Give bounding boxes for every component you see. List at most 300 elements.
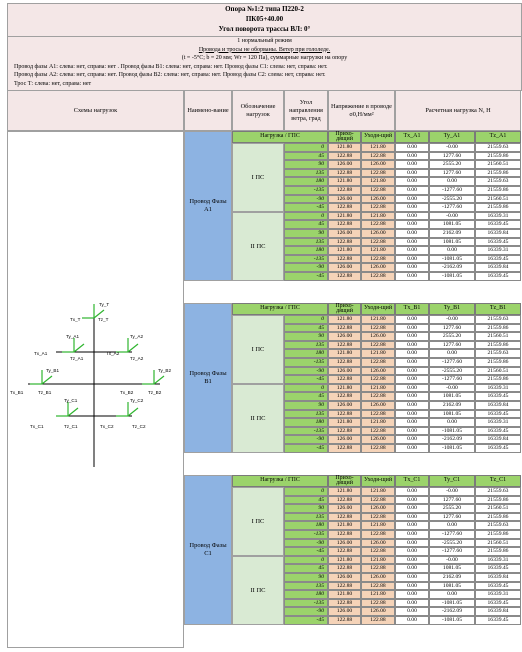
cell-in: 126.00 — [328, 229, 361, 238]
picket-label: ПК05+40.00 — [245, 15, 284, 23]
cell-in: 122.88 — [328, 547, 361, 556]
cell-tx: 0.00 — [395, 367, 429, 376]
label-tx-c1: Tx_C1 — [30, 424, 44, 429]
cell-ty: 1081.05 — [429, 220, 475, 229]
cell-tx: 0.00 — [395, 238, 429, 247]
cell-tx: 0.00 — [395, 220, 429, 229]
cell-out: 121.80 — [361, 246, 395, 255]
cell-tx: 0.00 — [395, 616, 429, 625]
cell-angle: 135 — [284, 513, 328, 522]
cell-ty: 0.00 — [429, 590, 475, 599]
cell-in: 121.80 — [328, 143, 361, 152]
cell-tz: 21559.86 — [475, 547, 521, 556]
table-row — [284, 263, 521, 272]
subheader-out: Уходя-щий — [361, 131, 395, 143]
cell-out: 121.80 — [361, 590, 395, 599]
table-row — [284, 367, 521, 376]
cell-tz: 16339.31 — [475, 418, 521, 427]
cell-tx: 0.00 — [395, 152, 429, 161]
label-ty-c2: Ty_C2 — [130, 398, 144, 403]
cell-ty: 1277.60 — [429, 341, 475, 350]
cell-tx: 0.00 — [395, 427, 429, 436]
phase-name-cell: Провод Фазы B1 — [184, 303, 232, 453]
cell-angle: -45 — [284, 203, 328, 212]
table-row — [284, 401, 521, 410]
cell-ty: -1277.60 — [429, 375, 475, 384]
phase-subheader — [232, 131, 521, 143]
cell-out: 121.80 — [361, 315, 395, 324]
table-row — [284, 152, 521, 161]
label-ty-a2: Ty_A2 — [130, 334, 144, 339]
label-tz-t: Tz_T — [98, 317, 109, 322]
cell-tz: 16339.84 — [475, 401, 521, 410]
cell-out: 122.88 — [361, 392, 395, 401]
cell-in: 122.88 — [328, 496, 361, 505]
cell-tz: 21559.86 — [475, 513, 521, 522]
ps-group-label: II ПС — [232, 212, 284, 281]
label-tz-c1: Tz_C1 — [64, 424, 78, 429]
cell-tz: 21559.86 — [475, 358, 521, 367]
table-row — [284, 521, 521, 530]
cell-ty: 2555.20 — [429, 160, 475, 169]
cell-out: 121.80 — [361, 487, 395, 496]
cell-tz: 21560.51 — [475, 367, 521, 376]
cell-tx: 0.00 — [395, 564, 429, 573]
cell-tx: 0.00 — [395, 195, 429, 204]
phase-subheader — [232, 475, 521, 487]
cell-out: 122.88 — [361, 410, 395, 419]
cell-ty: -1081.05 — [429, 427, 475, 436]
support-title: Опора №1:2 типа П220-2 — [225, 5, 304, 13]
cell-tx: 0.00 — [395, 160, 429, 169]
ps-group-label: II ПС — [232, 556, 284, 625]
cell-tz: 21560.51 — [475, 504, 521, 513]
table-row — [284, 160, 521, 169]
cell-in: 122.88 — [328, 392, 361, 401]
cell-in: 122.88 — [328, 616, 361, 625]
table-row — [284, 539, 521, 548]
table-row — [284, 195, 521, 204]
cell-ty: 2555.20 — [429, 332, 475, 341]
col-angle: Угол направления ветра, град — [284, 90, 328, 131]
cell-angle: 90 — [284, 229, 328, 238]
cell-tz: 16339.45 — [475, 272, 521, 281]
cell-ty: -2555.20 — [429, 195, 475, 204]
subheader-out: Уходя-щий — [361, 303, 395, 315]
cell-tx: 0.00 — [395, 401, 429, 410]
subheader-ty: Ty_C1 — [429, 475, 475, 487]
cell-ty: 0.00 — [429, 418, 475, 427]
mode-title: 1 нормальный режим — [237, 38, 292, 44]
cell-tx: 0.00 — [395, 332, 429, 341]
cell-tz: 21559.86 — [475, 375, 521, 384]
cell-in: 122.88 — [328, 152, 361, 161]
cell-out: 122.88 — [361, 599, 395, 608]
cell-tz: 21559.86 — [475, 186, 521, 195]
cell-in: 122.88 — [328, 375, 361, 384]
cell-ty: -1277.60 — [429, 358, 475, 367]
cell-in: 122.88 — [328, 513, 361, 522]
subheader-tx: Tx_C1 — [395, 475, 429, 487]
cell-ty: -1277.60 — [429, 547, 475, 556]
cell-out: 122.88 — [361, 358, 395, 367]
cell-angle: 0 — [284, 384, 328, 393]
cell-in: 126.00 — [328, 160, 361, 169]
cell-in: 126.00 — [328, 539, 361, 548]
cell-ty: 0.00 — [429, 349, 475, 358]
cell-angle: 180 — [284, 177, 328, 186]
cell-ty: -1277.60 — [429, 530, 475, 539]
cell-ty: -0.00 — [429, 143, 475, 152]
cell-angle: 135 — [284, 341, 328, 350]
cell-in: 126.00 — [328, 504, 361, 513]
cell-out: 122.88 — [361, 152, 395, 161]
label-ty-b2: Ty_B2 — [158, 368, 172, 373]
cell-ty: -2555.20 — [429, 539, 475, 548]
cell-in: 122.88 — [328, 203, 361, 212]
cell-tz: 21559.63 — [475, 521, 521, 530]
cell-tz: 21560.51 — [475, 160, 521, 169]
cell-tz: 16339.45 — [475, 582, 521, 591]
cell-in: 126.00 — [328, 607, 361, 616]
subheader-out: Уходя-щий — [361, 475, 395, 487]
cell-tx: 0.00 — [395, 410, 429, 419]
cell-in: 121.80 — [328, 246, 361, 255]
mode-phase-status-2: Провод фазы А2: слева: нет, справа: нет. Провод фазы В2: слева: нет, справа: нет. Провод фазы С2: слева: нет, справа: нет. — [14, 72, 326, 79]
cell-out: 126.00 — [361, 573, 395, 582]
cell-ty: 1277.60 — [429, 324, 475, 333]
cell-ty: 1277.60 — [429, 169, 475, 178]
label-ty-c1: Ty_C1 — [64, 398, 78, 403]
label-ty-t: Ty_T — [99, 302, 110, 307]
phase-name-cell: Провод Фазы А1 — [184, 131, 232, 281]
cell-out: 122.88 — [361, 238, 395, 247]
col-tension: Напряжение в проводе σ0,Н/мм² — [328, 90, 395, 131]
table-row — [284, 444, 521, 453]
cell-tx: 0.00 — [395, 186, 429, 195]
cell-tx: 0.00 — [395, 504, 429, 513]
cell-out: 122.88 — [361, 169, 395, 178]
table-row — [284, 349, 521, 358]
cell-tx: 0.00 — [395, 418, 429, 427]
cell-tz: 16339.31 — [475, 590, 521, 599]
cell-angle: -90 — [284, 263, 328, 272]
cell-in: 121.80 — [328, 349, 361, 358]
cell-out: 126.00 — [361, 263, 395, 272]
ps-group-label: I ПС — [232, 143, 284, 212]
table-row — [284, 590, 521, 599]
table-row — [284, 418, 521, 427]
cell-tx: 0.00 — [395, 392, 429, 401]
cell-angle: 180 — [284, 590, 328, 599]
cell-tz: 21560.51 — [475, 332, 521, 341]
table-row — [284, 358, 521, 367]
cell-tz: 16339.45 — [475, 616, 521, 625]
subheader-load: Нагрузка / ГПС — [232, 303, 328, 315]
cell-angle: -45 — [284, 444, 328, 453]
cell-ty: -2162.09 — [429, 435, 475, 444]
table-row — [284, 324, 521, 333]
cell-tz: 21559.63 — [475, 487, 521, 496]
cell-in: 122.88 — [328, 238, 361, 247]
cell-in: 122.88 — [328, 358, 361, 367]
cell-tz: 21559.86 — [475, 203, 521, 212]
cell-angle: 45 — [284, 564, 328, 573]
cell-in: 122.88 — [328, 582, 361, 591]
cell-tz: 16339.31 — [475, 212, 521, 221]
cell-angle: -45 — [284, 547, 328, 556]
cell-angle: 45 — [284, 392, 328, 401]
mode-phase-status-1: Провод фазы А1: слева: нет, справа: нет . Провод фазы В1: слева: нет, справа: нет. Провод фазы С1: слева: нет, справа: нет. — [14, 63, 328, 70]
table-row — [284, 143, 521, 152]
cell-tx: 0.00 — [395, 513, 429, 522]
subheader-tz: Tz_C1 — [475, 475, 521, 487]
cell-ty: -0.00 — [429, 384, 475, 393]
cell-in: 122.88 — [328, 427, 361, 436]
ps-group-label: II ПС — [232, 384, 284, 453]
table-row — [284, 556, 521, 565]
cell-tz: 21559.86 — [475, 496, 521, 505]
cell-in: 122.88 — [328, 564, 361, 573]
cell-angle: -135 — [284, 530, 328, 539]
cell-out: 122.88 — [361, 324, 395, 333]
ps-group-label: I ПС — [232, 487, 284, 556]
cell-angle: -45 — [284, 375, 328, 384]
col-designation: Обозначение нагрузок — [232, 90, 284, 131]
label-tx-t: Tx_T — [70, 317, 81, 322]
cell-tz: 21560.51 — [475, 539, 521, 548]
col-calc-load: Расчетная нагрузка N, Н — [395, 90, 521, 131]
cell-tx: 0.00 — [395, 229, 429, 238]
cell-ty: -0.00 — [429, 556, 475, 565]
cell-in: 121.80 — [328, 315, 361, 324]
cell-tx: 0.00 — [395, 315, 429, 324]
load-scheme-diagram — [7, 131, 184, 648]
cell-in: 122.88 — [328, 255, 361, 264]
cell-angle: -135 — [284, 427, 328, 436]
cell-tz: 16339.45 — [475, 238, 521, 247]
cell-out: 122.88 — [361, 272, 395, 281]
cell-tx: 0.00 — [395, 169, 429, 178]
cell-in: 126.00 — [328, 401, 361, 410]
cell-in: 121.80 — [328, 556, 361, 565]
cell-in: 122.88 — [328, 186, 361, 195]
cell-angle: -90 — [284, 435, 328, 444]
cell-angle: 45 — [284, 220, 328, 229]
cell-ty: -1081.05 — [429, 616, 475, 625]
cell-in: 126.00 — [328, 263, 361, 272]
cell-out: 126.00 — [361, 539, 395, 548]
table-row — [284, 177, 521, 186]
cell-out: 126.00 — [361, 229, 395, 238]
subheader-tz: Tz_A1 — [475, 131, 521, 143]
cell-tx: 0.00 — [395, 177, 429, 186]
cell-out: 122.88 — [361, 547, 395, 556]
cell-tz: 16339.31 — [475, 384, 521, 393]
label-tz-b2: Tz_B2 — [148, 390, 162, 395]
cell-tz: 21559.63 — [475, 177, 521, 186]
cell-ty: 1081.05 — [429, 410, 475, 419]
mode-condition: Провода и тросы не оборваны. Ветер при гололеде. — [198, 46, 331, 53]
cell-ty: 1081.05 — [429, 564, 475, 573]
cell-tz: 21559.63 — [475, 315, 521, 324]
cell-angle: 180 — [284, 349, 328, 358]
cell-out: 121.80 — [361, 521, 395, 530]
cell-angle: -45 — [284, 272, 328, 281]
cell-tz: 16339.45 — [475, 427, 521, 436]
cell-angle: 180 — [284, 246, 328, 255]
cell-tz: 16339.45 — [475, 599, 521, 608]
cell-tz: 21559.86 — [475, 152, 521, 161]
cell-ty: 1081.05 — [429, 582, 475, 591]
report-header — [7, 3, 522, 37]
cell-tz: 16339.45 — [475, 255, 521, 264]
cell-ty: 1277.60 — [429, 513, 475, 522]
phase-subheader — [232, 303, 521, 315]
cell-ty: 0.00 — [429, 246, 475, 255]
mode-parameters: (t = -5°C; b = 20 мм; Wr = 120 Па), суммарные нагрузки на опору — [181, 55, 348, 62]
table-row — [284, 410, 521, 419]
table-row — [284, 315, 521, 324]
label-tx-b2: Tx_B2 — [120, 390, 134, 395]
table-row — [284, 238, 521, 247]
cell-tx: 0.00 — [395, 358, 429, 367]
cell-ty: 0.00 — [429, 177, 475, 186]
cell-angle: 0 — [284, 556, 328, 565]
cell-tx: 0.00 — [395, 496, 429, 505]
cell-tz: 21559.86 — [475, 530, 521, 539]
subheader-ty: Ty_B1 — [429, 303, 475, 315]
cell-angle: 90 — [284, 401, 328, 410]
cell-tz: 16339.84 — [475, 607, 521, 616]
cell-tx: 0.00 — [395, 487, 429, 496]
cell-ty: -2162.09 — [429, 263, 475, 272]
table-row — [284, 616, 521, 625]
cell-out: 122.88 — [361, 220, 395, 229]
cell-in: 121.80 — [328, 418, 361, 427]
label-tx-c2: Tx_C2 — [100, 424, 114, 429]
cell-angle: 0 — [284, 143, 328, 152]
cell-in: 122.88 — [328, 530, 361, 539]
table-row — [284, 341, 521, 350]
table-row — [284, 607, 521, 616]
tower-schematic — [8, 132, 183, 647]
cell-ty: 2162.09 — [429, 401, 475, 410]
cell-out: 122.88 — [361, 496, 395, 505]
cell-tx: 0.00 — [395, 384, 429, 393]
cell-in: 122.88 — [328, 410, 361, 419]
table-row — [284, 203, 521, 212]
cell-tz: 21559.63 — [475, 349, 521, 358]
cell-out: 122.88 — [361, 255, 395, 264]
cell-out: 121.80 — [361, 212, 395, 221]
cell-ty: 1277.60 — [429, 152, 475, 161]
cell-out: 126.00 — [361, 160, 395, 169]
cell-ty: -1081.05 — [429, 255, 475, 264]
table-row — [284, 599, 521, 608]
cell-tx: 0.00 — [395, 573, 429, 582]
cell-out: 122.88 — [361, 427, 395, 436]
table-row — [284, 582, 521, 591]
cell-tx: 0.00 — [395, 349, 429, 358]
col-schemes: Схемы нагрузок — [7, 90, 184, 131]
cell-ty: -2555.20 — [429, 367, 475, 376]
cell-out: 126.00 — [361, 195, 395, 204]
table-row — [284, 564, 521, 573]
cell-in: 121.80 — [328, 384, 361, 393]
cell-in: 121.80 — [328, 487, 361, 496]
cell-tz: 16339.84 — [475, 229, 521, 238]
table-row — [284, 384, 521, 393]
cell-tx: 0.00 — [395, 255, 429, 264]
cell-tz: 16339.45 — [475, 220, 521, 229]
cell-in: 122.88 — [328, 220, 361, 229]
cell-in: 122.88 — [328, 444, 361, 453]
cell-angle: 90 — [284, 160, 328, 169]
cell-angle: -135 — [284, 255, 328, 264]
cell-angle: -90 — [284, 367, 328, 376]
cell-ty: -1277.60 — [429, 203, 475, 212]
cell-tz: 21559.63 — [475, 143, 521, 152]
table-row — [284, 332, 521, 341]
cell-in: 121.80 — [328, 212, 361, 221]
cell-tz: 16339.31 — [475, 556, 521, 565]
cell-ty: -1081.05 — [429, 599, 475, 608]
table-row — [284, 573, 521, 582]
table-row — [284, 435, 521, 444]
cell-angle: -135 — [284, 599, 328, 608]
cell-angle: 135 — [284, 410, 328, 419]
cell-angle: 135 — [284, 169, 328, 178]
cell-out: 126.00 — [361, 504, 395, 513]
cell-angle: 135 — [284, 238, 328, 247]
table-row — [284, 169, 521, 178]
cell-out: 122.88 — [361, 341, 395, 350]
cell-tx: 0.00 — [395, 547, 429, 556]
cell-out: 122.88 — [361, 375, 395, 384]
label-tz-b1: Tz_B1 — [38, 390, 52, 395]
cell-angle: 180 — [284, 521, 328, 530]
table-row — [284, 212, 521, 221]
label-tx-a1: Tx_A1 — [34, 351, 48, 356]
cell-out: 121.80 — [361, 556, 395, 565]
table-row — [284, 229, 521, 238]
cell-ty: 2162.09 — [429, 229, 475, 238]
cell-in: 122.88 — [328, 341, 361, 350]
subheader-load: Нагрузка / ГПС — [232, 131, 328, 143]
label-tx-a2: Tx_A2 — [106, 351, 120, 356]
table-row — [284, 186, 521, 195]
subheader-in: Прихо-дящий — [328, 303, 361, 315]
cell-tx: 0.00 — [395, 341, 429, 350]
cell-out: 121.80 — [361, 384, 395, 393]
cell-tx: 0.00 — [395, 521, 429, 530]
cell-out: 126.00 — [361, 401, 395, 410]
cell-tx: 0.00 — [395, 590, 429, 599]
cell-ty: 1081.05 — [429, 392, 475, 401]
cell-tx: 0.00 — [395, 324, 429, 333]
cell-tx: 0.00 — [395, 444, 429, 453]
cell-ty: -0.00 — [429, 315, 475, 324]
cell-tz: 16339.45 — [475, 564, 521, 573]
mode-description — [7, 36, 522, 91]
subheader-tz: Tz_B1 — [475, 303, 521, 315]
cell-angle: 90 — [284, 504, 328, 513]
cell-angle: 0 — [284, 487, 328, 496]
cell-in: 122.88 — [328, 324, 361, 333]
table-row — [284, 496, 521, 505]
cell-in: 121.80 — [328, 521, 361, 530]
